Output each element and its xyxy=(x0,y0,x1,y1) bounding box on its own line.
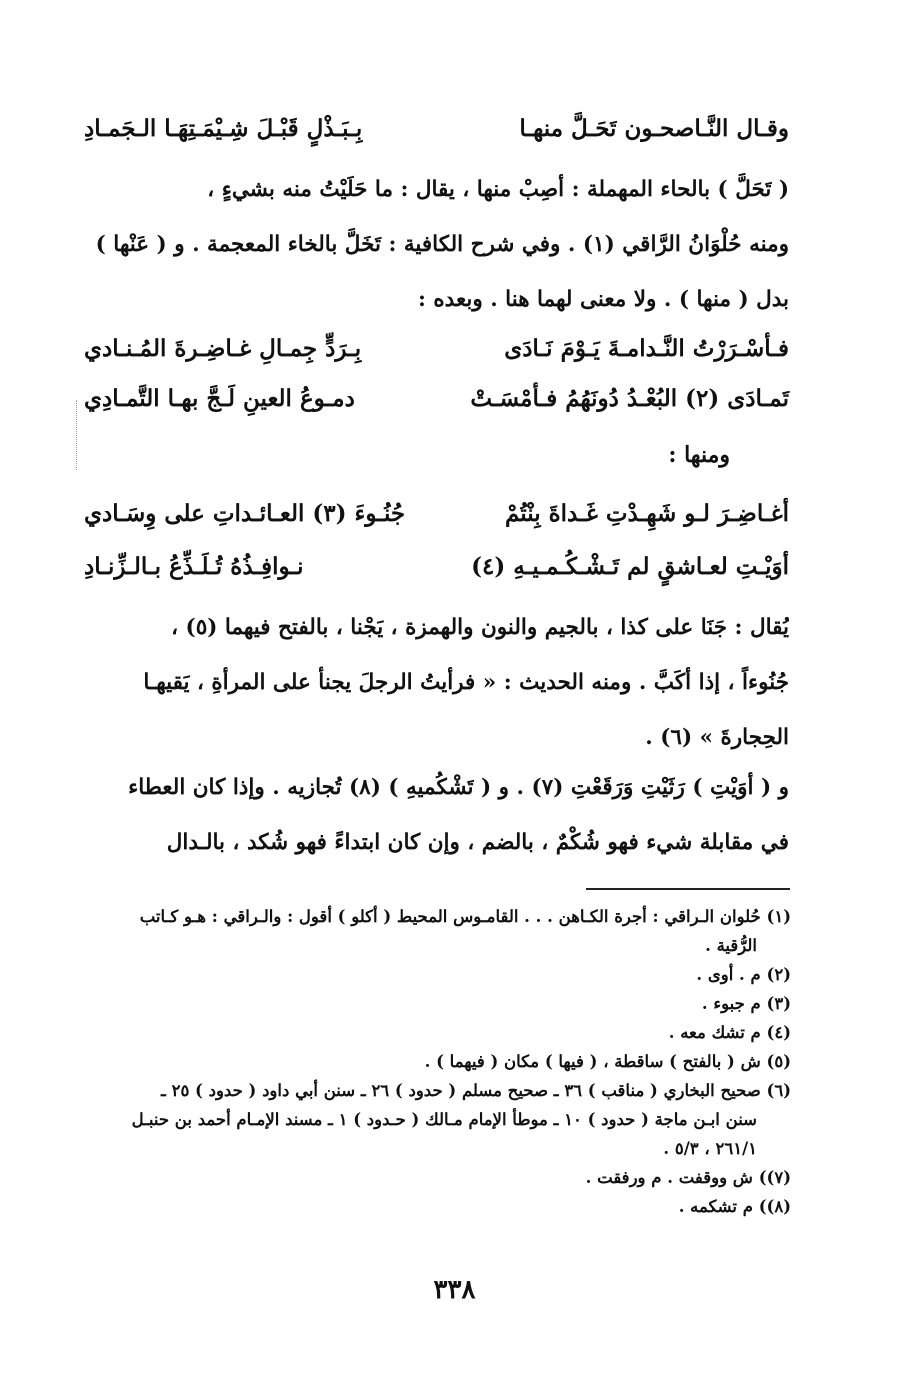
verse-line xyxy=(84,538,789,594)
verse-hemistich-first: وقـال النَّـاصحـون تَحَـلَّ منهـا xyxy=(519,114,789,142)
verse-line xyxy=(84,100,789,156)
footnote-divider xyxy=(586,888,790,890)
footnote-line: (٧)) ش ووقفت . م ورفقت . xyxy=(585,1168,791,1187)
text-line: و ( أوَيْتِ ) رَثَيْتِ وَرَقَعْتِ (٧) . و ( تَشْكُميهِ ) (٨) تُجازيه . وإذا كان العطاء xyxy=(128,775,789,800)
margin-dots xyxy=(76,400,79,470)
text-line: ( تَحَلَّ ) بالحاء المهملة : أصِبْ منها ، يقال : ما حَلَيْتُ منه بشيءٍ ، xyxy=(207,177,789,202)
verse-hemistich-first: أوَيْـتِ لعـاشقٍ لم تَـشْـكُـمـيـهِ (٤) xyxy=(471,552,789,580)
footnote-line: ٢٦١/١ ، ٥/٣ . xyxy=(663,1139,757,1158)
text-line: يُقال : جَنَا على كذا ، بالجيم والنون والهمزة ، يَجْنا ، بالفتح فيهما (٥) ، xyxy=(171,615,789,640)
footnote-line: (٢) م . أوى . xyxy=(696,965,791,984)
verse-line xyxy=(84,320,789,376)
verse-hemistich-second: دمـوعُ العينِ لَـجَّ بهـا التَّمـادِي xyxy=(84,384,355,412)
verse-hemistich-second: جُنُـوءَ (٣) العـائـداتِ على وِسَـادي xyxy=(84,499,406,527)
verse-hemistich-second: نـوافِـذُهُ تُـلَـذِّعُ بـالـزِّنـادِ xyxy=(84,552,304,580)
verse-hemistich-second: بِـرَدٍّ جِمـالِ غـاضِـرةَ المُـنـادي xyxy=(84,334,362,362)
verse-line xyxy=(84,485,789,541)
footnotes xyxy=(95,902,791,1221)
verse-hemistich-first: تَمـادَى (٢) البُعْـدُ دُونَهُمُ فـأمْسَـتْ xyxy=(470,384,789,412)
verse-hemistich-second: بِـبَـذْلٍ قَبْـلَ شِـيْمَـتِهَـا الـجَمـادِ xyxy=(84,114,363,142)
verse-line xyxy=(84,370,789,426)
commentary-paragraph xyxy=(84,162,789,327)
section-label: ومنها : xyxy=(668,442,730,468)
text-line: بدل ( منها ) . ولا معنى لهما هنا . وبعده : xyxy=(418,287,789,312)
commentary-paragraph xyxy=(84,600,789,765)
footnote-line: سنن ابـن ماجة ( حدود ) ١٠ ـ موطأ الإمام مـالك ( حـدود ) ١ ـ مسند الإمـام أحمد بن حنبـل xyxy=(131,1110,757,1129)
text-line: في مقابلة شيء فهو شُكْمٌ ، بالضم ، وإن كان ابتداءً فهو شُكد ، بالـدال xyxy=(166,830,789,855)
commentary-paragraph xyxy=(84,760,789,870)
text-line: ومنه حُلْوَانُ الرَّاقي (١) . وفي شرح الكافية : تَخَلَّ بالخاء المعجمة . و ( عَنْها ) xyxy=(95,232,789,257)
footnote-line: الرُّقية . xyxy=(705,936,757,955)
verse-hemistich-first: أغـاضِـرَ لـو شَهِـدْتِ غَـداةَ بِنْتُمْ xyxy=(505,499,789,527)
text-line: جُنُوءاً ، إذا أكَبَّ . ومنه الحديث : « فرأيتُ الرجلَ يجنأ على المرأةِ ، يَقيهـا xyxy=(143,670,789,695)
footnote-line: (٣) م جبوء . xyxy=(701,994,791,1013)
verse-hemistich-first: فـأسْـرَرْتُ النَّـدامـةَ يَـوْمَ نَـادَى xyxy=(504,334,789,362)
footnote-line: (٨)) م تشكمه . xyxy=(678,1197,791,1216)
footnote-line: (٤) م تشك معه . xyxy=(668,1023,791,1042)
page-number: ٣٣٨ xyxy=(433,1275,476,1305)
footnote-line: (٦) صحيح البخاري ( مناقب ) ٣٦ ـ صحيح مسلم ( حدود ) ٢٦ ـ سنن أبي داود ( حدود ) ٢٥ ـ xyxy=(160,1081,791,1100)
footnote-line: (١) حُلوان الـراقي : أجرة الكـاهن . . . القامـوس المحيط ( أكلو ) أقول : والـراقي : هـو كـاتب xyxy=(139,907,791,926)
footnote-line: (٥) ش ( بالفتح ) ساقطة ، ( فيها ) مكان ( فيهما ) . xyxy=(424,1052,791,1071)
text-line: الحِجارةَ » (٦) . xyxy=(645,725,789,750)
